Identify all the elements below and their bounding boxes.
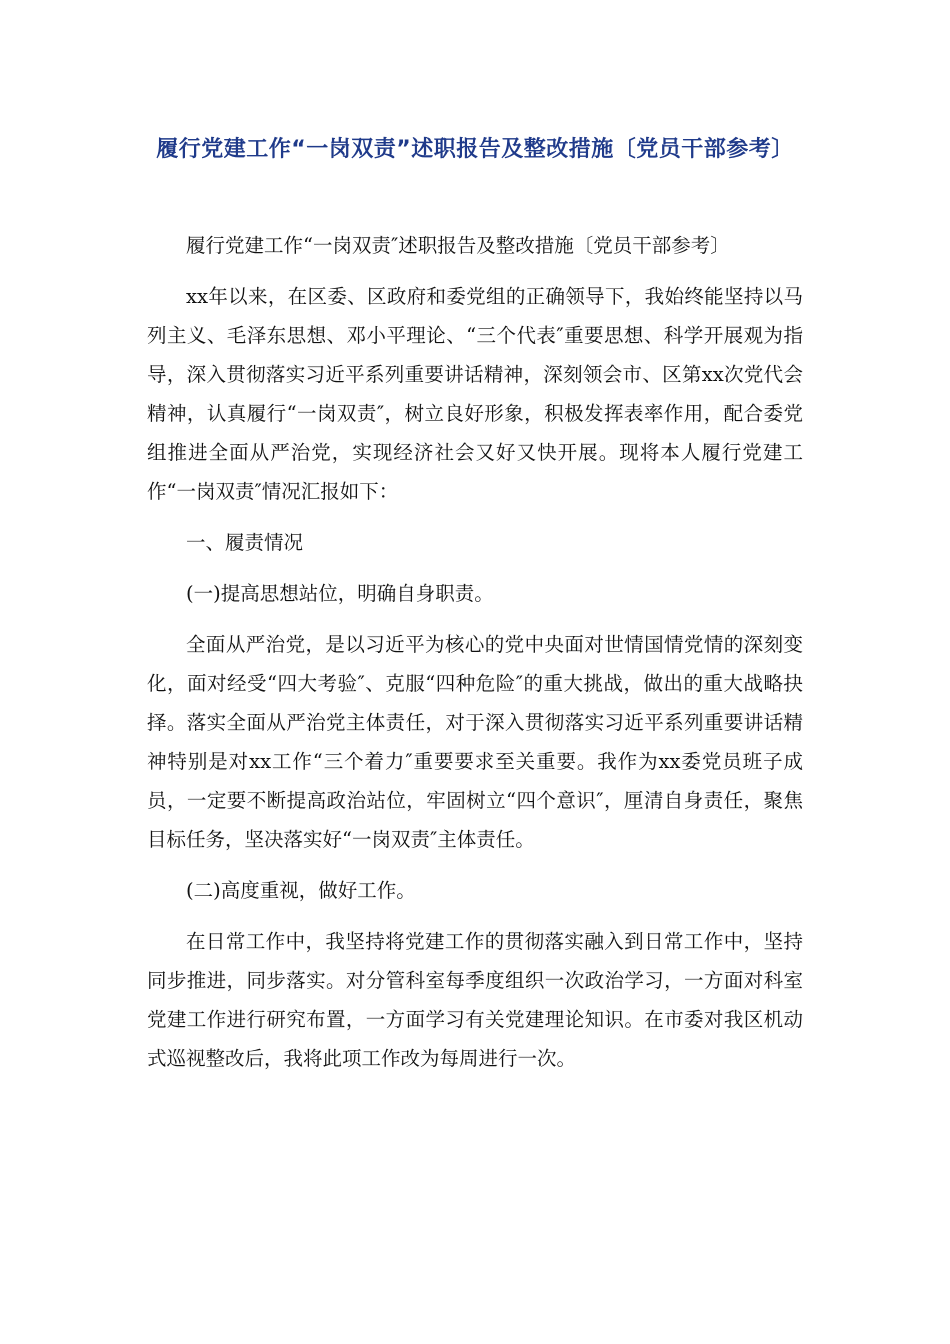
paragraph-subtitle: 履行党建工作“一岗双责″述职报告及整改措施〔党员干部参考〕 [186,234,730,257]
section-heading-1: 一、履责情况 [186,531,304,554]
paragraph-section-1: 全面从严治党，是以习近平为核心的党中央面对世情国情党情的深刻变化，面对经受“四大考验″、克服“四种危险″的重大挑战，做出的重大战略抉择。落实全面从严治党主体责任，对于深入贯彻落实习近平系列重要讲话精神特别是对xx工作“三个着力″重要要求至关重要。我作为xx委党员班子成员，一定要不断提高政治站位，牢固树立“四个意识″，厘清自身责任，聚焦目标任务，坚决落实好“一岗双责″主体责任。 [147,633,803,851]
document-title: 履行党建工作“一岗双责”述职报告及整改措施〔党员干部参考〕 [156,137,794,162]
paragraph-section-2: 在日常工作中，我坚持将党建工作的贯彻落实融入到日常工作中，坚持同步推进，同步落实。对分管科室每季度组织一次政治学习，一方面对科室党建工作进行研究布置，一方面学习有关党建理论知识。在市委对我区机动式巡视整改后，我将此项工作改为每周进行一次。 [147,930,803,1070]
subsection-heading-2: (二)高度重视，做好工作。 [186,879,416,902]
subsection-heading-1: (一)提高思想站位，明确自身职责。 [186,582,494,605]
paragraph-intro: xx年以来，在区委、区政府和委党组的正确领导下，我始终能坚持以马列主义、毛泽东思想、邓小平理论、“三个代表″重要思想、科学开展观为指导，深入贯彻落实习近平系列重要讲话精神，深刻领会市、区第xx次党代会精神，认真履行“一岗双责″，树立良好形象，积极发挥表率作用，配合委党组推进全面从严治党，实现经济社会又好又快开展。现将本人履行党建工作“一岗双责″情况汇报如下： [147,285,803,503]
document-body [147,226,803,1078]
